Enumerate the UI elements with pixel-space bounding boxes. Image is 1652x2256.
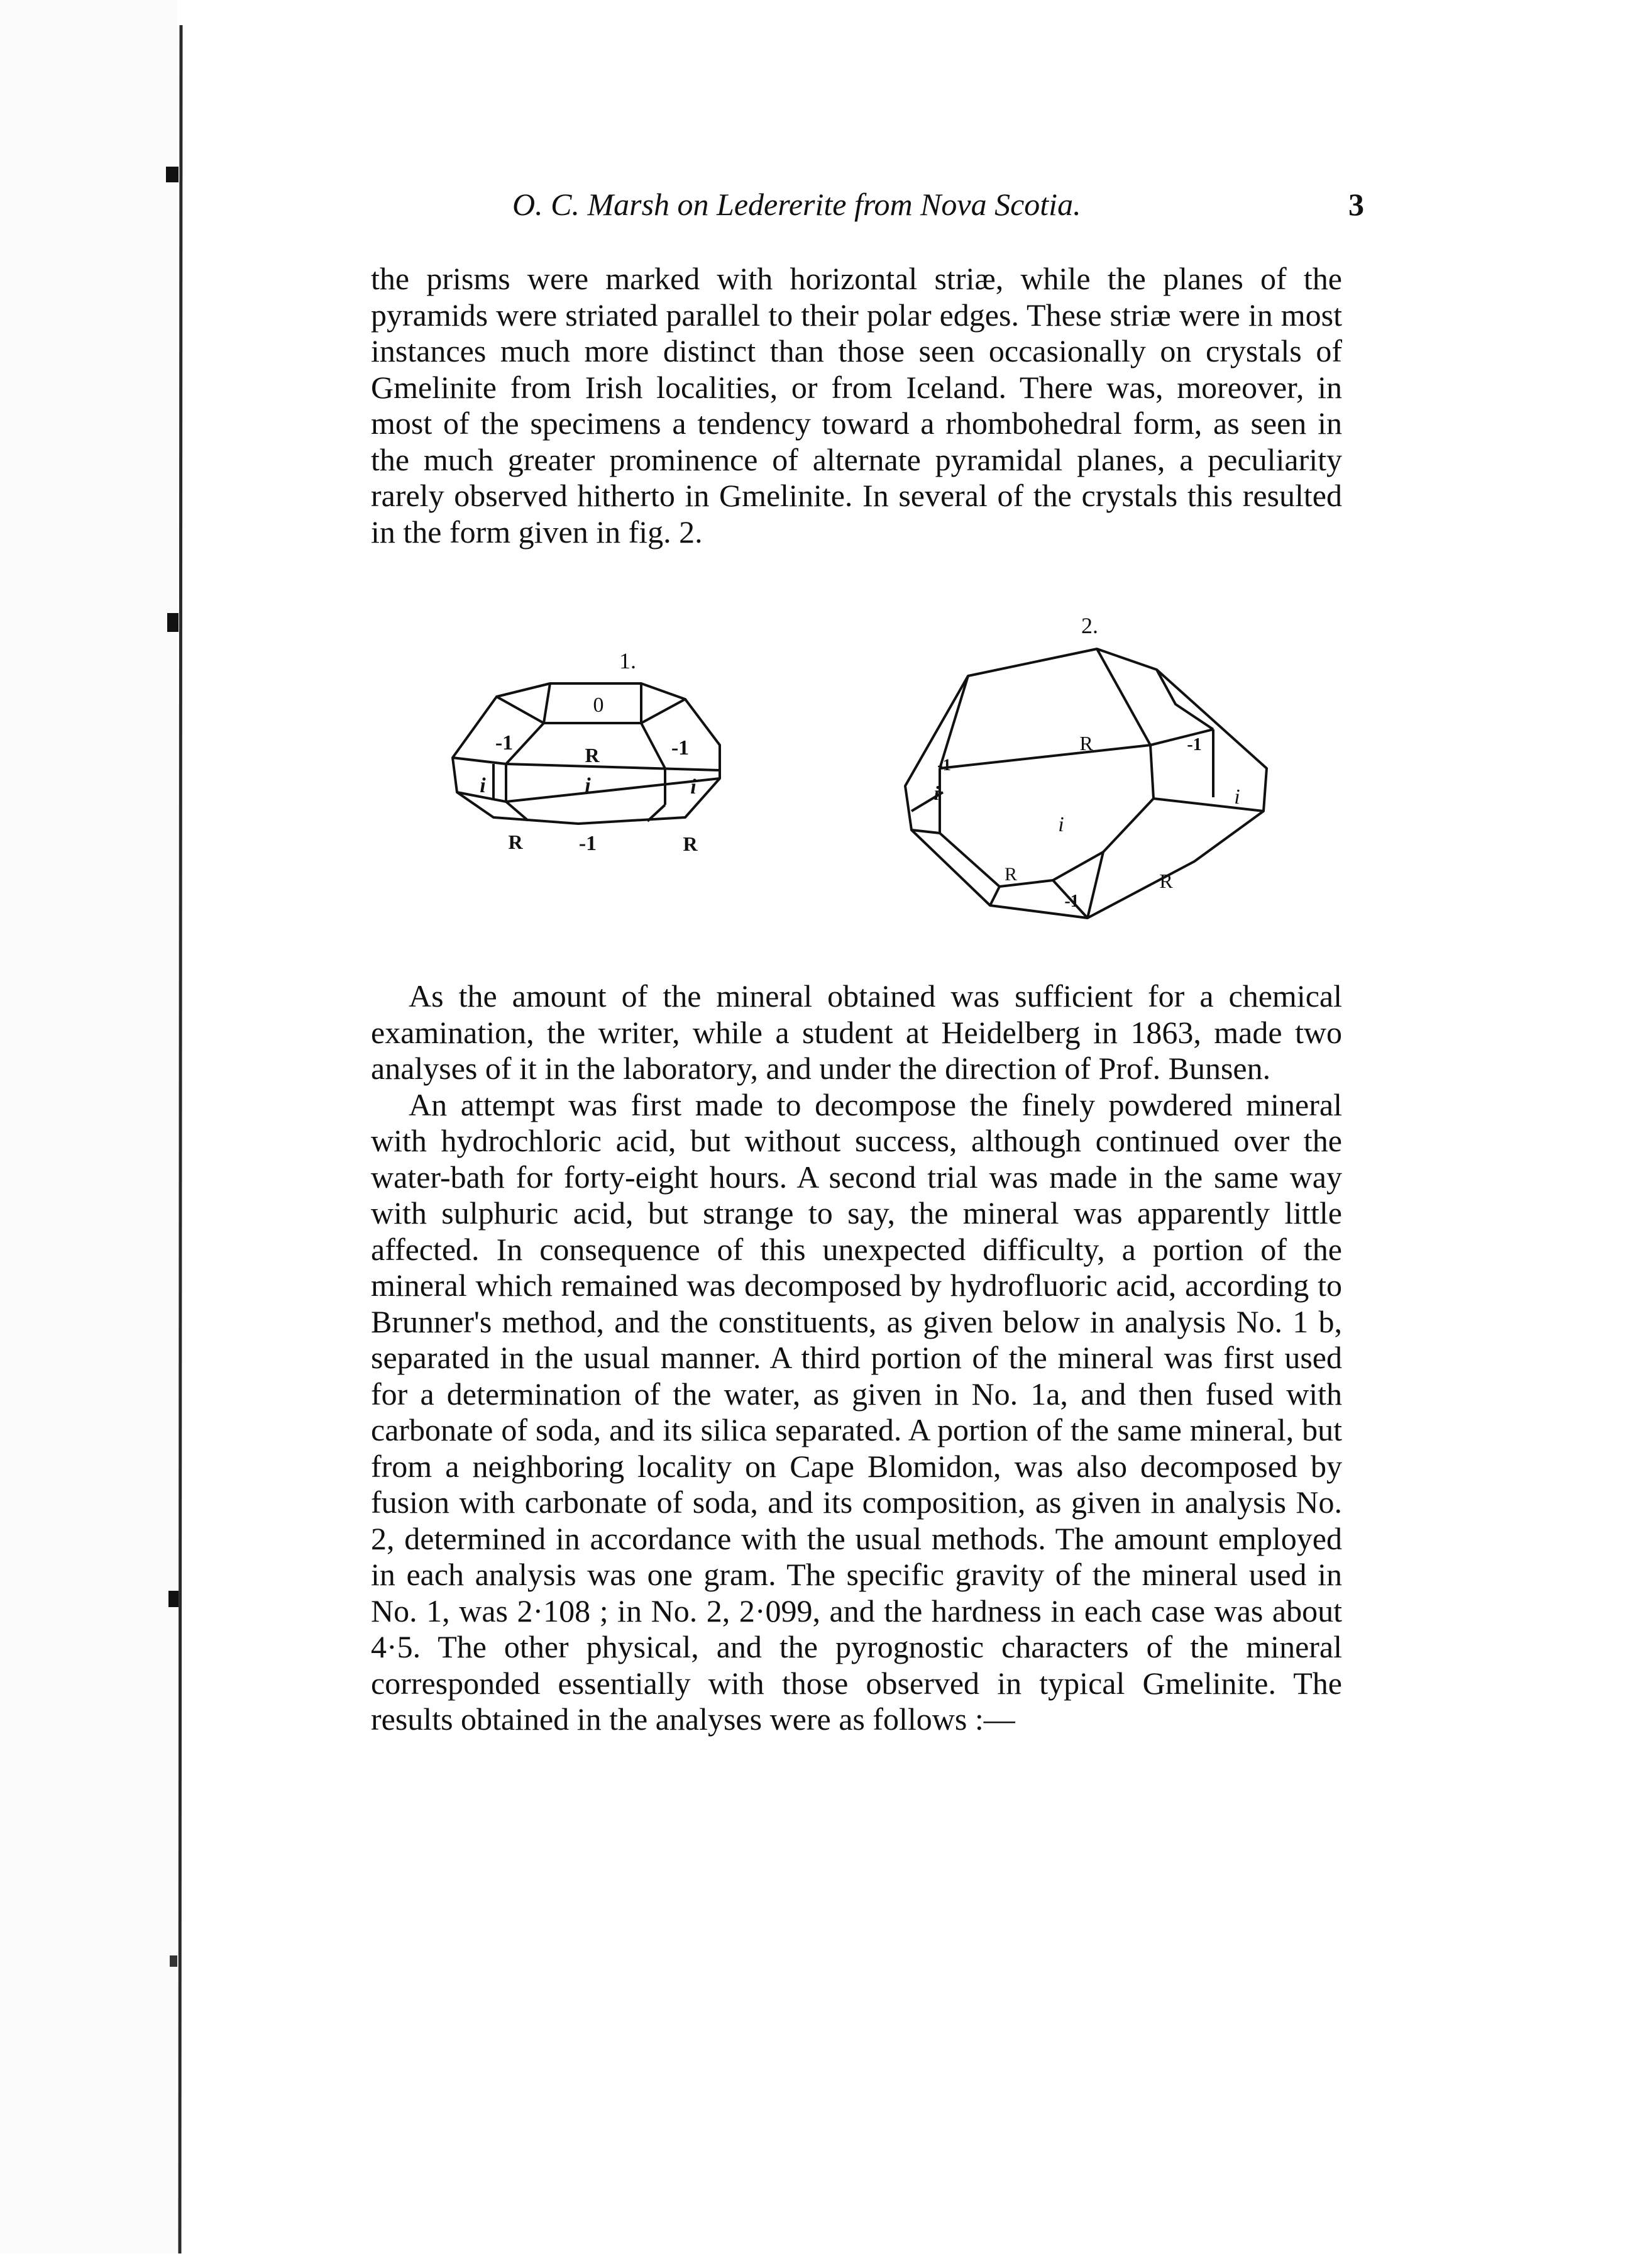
crystal-figures <box>371 604 1364 981</box>
figure-1-label-prism-left: i <box>480 774 486 797</box>
figure-1-label-prism-right: i <box>690 775 697 799</box>
text-block-bottom <box>371 978 1342 1738</box>
figure-2-label-prism-right: i <box>1234 785 1240 809</box>
figure-2-label-prism-left: i <box>933 782 940 804</box>
figure-1-number: 1. <box>619 648 636 673</box>
figure-2 <box>905 649 1267 918</box>
figure-2-label-lower-center: -1 <box>1064 892 1079 911</box>
page-number: 3 <box>1348 187 1364 222</box>
paragraph-amount: As the amount of the mineral obtained was sufficient for a chemical examination, the writer, while a student at Heidelberg in 1863, made two analyses of it in the laboratory, and under the direction of Prof. Bunsen. <box>371 978 1342 1086</box>
paragraph-analyses: An attempt was first made to decompose the finely powdered mineral with hydrochloric acid, but without success, although continued over the water-bath for forty-eight hours. A second trial was made in the same way with sulphuric acid, but strange to say, the mineral was apparently little affected. In consequence of this unexpected difficulty, a portion of the mineral which remained was decomposed by hydrofluoric acid, according to Brunner's method, and the constituents, as given below in analysis No. 1 b, separated in the usual manner. A third portion of the mineral was first used for a determination of the water, as given in No. 1a, and then fused with carbonate of soda, and its silica separated. A portion of the same mineral, but from a neighboring locality on Cape Blomidon, was also decomposed by fusion with carbonate of soda, and its composition, as given in analysis No. 2, determined in accordance with the usual methods. The amount employed in each analysis was one gram. The specific gravity of the mineral used in No. 1, was 2·108 ; in No. 2, 2·099, and the hardness in each case was about 4·5. The other physical, and the pyrognostic characters of the mineral corresponded essentially with those observed in typical Gmelinite. The results obtained in the analyses were as follows :— <box>371 1087 1342 1737</box>
paragraph-striae: the prisms were marked with horizontal striæ, while the planes of the pyramids were striated parallel to their polar edges. These striæ were in most instances much more distinct than those seen occasionally on crystals of Gmelinite from Irish localities, or from Iceland. There was, moreover, in most of the specimens a tendency toward a rhombohedral form, as seen in the much greater prominence of alternate pyramidal planes, a peculiarity rarely observed hitherto in Gmelinite. In several of the crystals this resulted in the form given in fig. 2. <box>371 261 1342 550</box>
figure-2-label-prism-center: i <box>1058 813 1064 836</box>
figure-2-label-upper-center: R <box>1079 732 1093 755</box>
figure-1-label-prism-center: i <box>585 774 591 797</box>
figure-1-label-lower-right: R <box>683 832 698 855</box>
figure-2-number: 2. <box>1081 613 1098 638</box>
text-block-top <box>371 261 1342 550</box>
figure-1-label-lower-left: R <box>508 831 523 853</box>
figure-2-label-upper-right: -1 <box>1187 735 1202 755</box>
figure-1-label-upper-right: -1 <box>671 736 690 760</box>
running-title: O. C. Marsh on Ledererite from Nova Scotia. <box>512 187 1081 222</box>
figure-2-label-lower-left: R <box>1004 864 1018 885</box>
book-page <box>371 0 1364 2253</box>
figure-1-label-upper-left: -1 <box>495 731 514 755</box>
crystal-figures-svg <box>371 604 1364 981</box>
binding-edge-graphic <box>0 0 189 2253</box>
figure-1-label-top: 0 <box>593 694 604 717</box>
figure-1-label-upper-center: R <box>585 744 600 766</box>
running-head <box>371 186 1364 230</box>
page-binding-edge <box>0 0 189 2253</box>
figure-2-label-lower-right: R <box>1159 870 1173 892</box>
figure-1-label-lower-center: -1 <box>578 832 597 855</box>
figure-2-label-upper-left: -1 <box>937 756 951 774</box>
